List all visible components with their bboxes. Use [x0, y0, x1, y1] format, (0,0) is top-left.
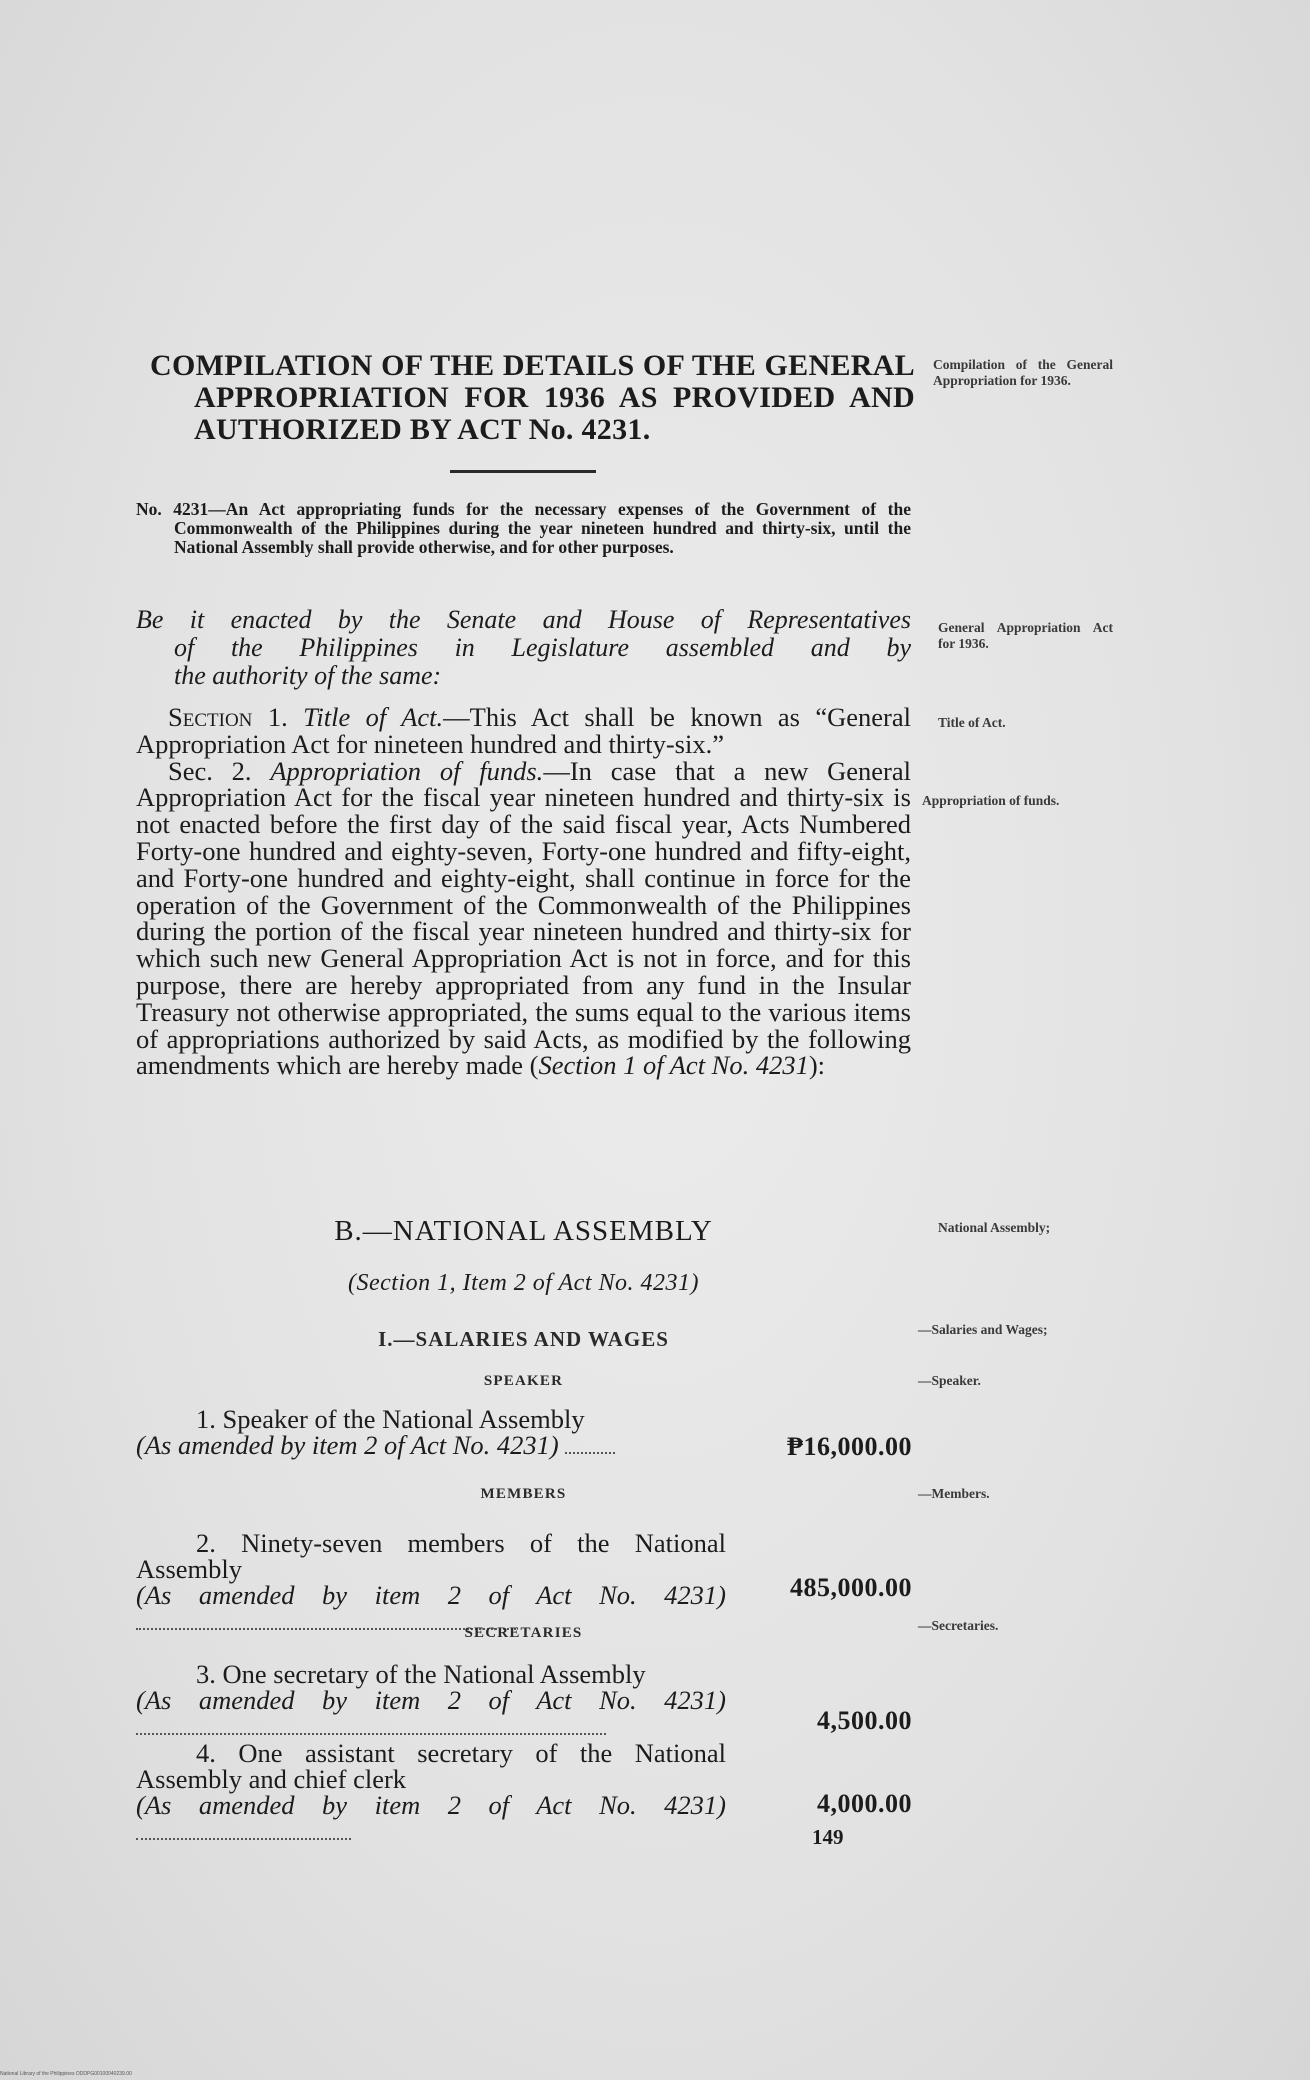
line-item-4 — [136, 1740, 726, 1844]
act-preamble — [136, 500, 911, 557]
margin-note-compilation: Compilation of the General Appropriation for 1936. — [933, 357, 1113, 388]
margin-note-salaries: —Salaries and Wages; — [918, 1322, 1048, 1337]
section-2 — [136, 755, 911, 1081]
subhead-secretaries: SECRETARIES — [464, 1625, 583, 1641]
section-1 — [136, 704, 911, 758]
preamble-text: No. 4231—An Act appropriating funds for the necessary expenses of the Government of the Commonwealth of the Philippines during the year nineteen hundred and thirty-six, until the National Assembly shall provide otherwise, and for other purposes. — [136, 499, 911, 557]
section-2-closing: ): — [808, 1050, 826, 1081]
margin-note-title-of-act: Title of Act. — [938, 715, 1006, 730]
subhead-members: MEMBERS — [480, 1486, 567, 1502]
enacting-clause — [136, 606, 911, 690]
enact-line-1: Be it enacted by the Senate and House of Representatives — [136, 605, 911, 634]
section-2-text: —In case that a new General Appropriation Act for the fiscal year nineteen hundred and thirty-six is not enacted before the first day of the said fiscal year, Acts Numbered Forty-one hundred and eighty-seven, Forty-one hundred and fifty-eight, and Forty-one hundred and eighty-eight, shall continue in force for the operation of the Government of the Commonwealth of the Philippines during the portion of the fiscal year nineteen hundred and thirty-six for which such new General Appropriation Act is not in force, and for this purpose, there are hereby appropriated from any fund in the Insular Treasury not otherwise appropriated, the sums equal to the various items of appropriations authorized by said Acts, as modified by the following amendments which are hereby made ( — [136, 755, 911, 1081]
act-body — [136, 704, 911, 1079]
section-2-heading: Appropriation of funds. — [270, 755, 544, 786]
item-4-amend: (As amended by item 2 of Act No. 4231) — [136, 1790, 726, 1820]
item-3-leader — [136, 1732, 606, 1735]
section-1-label: Section 1. — [168, 702, 288, 732]
item-4-amount: 4,000.00 — [817, 1789, 912, 1818]
item-2-text: 2. Ninety-seven members of the National Assembly — [136, 1528, 726, 1584]
margin-note-appropriation: Appropriation of funds. — [922, 793, 1060, 808]
title-line-1: COMPILATION OF THE DETAILS OF THE GENERAL — [150, 349, 915, 382]
item-3-text: 3. One secretary of the National Assembly — [196, 1659, 646, 1689]
item-2-amount: 485,000.00 — [790, 1573, 912, 1602]
section-1-heading: Title of Act. — [303, 702, 444, 732]
section-2-citation: Section 1 of Act No. 4231 — [538, 1050, 809, 1081]
heading-salaries: I.—SALARIES AND WAGES — [378, 1327, 669, 1351]
scan-footer: National Library of the Philippines ODDPG00100040239.00 — [0, 2071, 132, 2077]
page-number: 149 — [812, 1825, 844, 1849]
enact-line-3: the authority of the same: — [174, 661, 442, 690]
line-item-2 — [136, 1530, 726, 1634]
item-3-amend: (As amended by item 2 of Act No. 4231) — [136, 1685, 726, 1715]
section-1-text: —This Act shall be known as “General Appropriation Act for nineteen hundred and thirty-six.” — [136, 702, 912, 759]
margin-note-speaker: —Speaker. — [918, 1373, 981, 1388]
margin-note-general: General Appropriation Act for 1936. — [938, 620, 1113, 651]
item-1-leader — [565, 1451, 615, 1454]
title-line-2: APPROPRIATION FOR 1936 AS PROVIDED AND — [194, 381, 915, 414]
item-1-amend: (As amended by item 2 of Act No. 4231) — [136, 1430, 559, 1460]
document-title — [150, 350, 915, 446]
title-divider — [450, 470, 596, 473]
margin-note-secretaries: —Secretaries. — [918, 1618, 999, 1633]
margin-note-members: —Members. — [918, 1486, 990, 1501]
item-1-text: 1. Speaker of the National Assembly — [196, 1404, 585, 1434]
item-4-leader — [136, 1837, 351, 1840]
title-line-3: AUTHORIZED BY ACT No. 4231. — [194, 413, 651, 446]
margin-note-national-assembly: National Assembly; — [938, 1220, 1051, 1235]
section-2-label: Sec. 2. — [168, 755, 252, 786]
heading-national-assembly: B.—NATIONAL ASSEMBLY — [334, 1215, 713, 1247]
line-item-1 — [136, 1406, 726, 1458]
item-4-text: 4. One assistant secretary of the National Assembly and chief clerk — [136, 1738, 726, 1794]
enact-line-2: of the Philippines in Legislature assembled and by — [174, 633, 911, 662]
item-1-amount: ₱16,000.00 — [787, 1432, 912, 1461]
item-2-amend: (As amended by item 2 of Act No. 4231) — [136, 1580, 726, 1610]
line-item-3 — [136, 1661, 726, 1739]
heading-section-ref: (Section 1, Item 2 of Act No. 4231) — [348, 1270, 699, 1296]
item-3-amount: 4,500.00 — [817, 1706, 912, 1735]
subhead-speaker: SPEAKER — [483, 1373, 564, 1389]
